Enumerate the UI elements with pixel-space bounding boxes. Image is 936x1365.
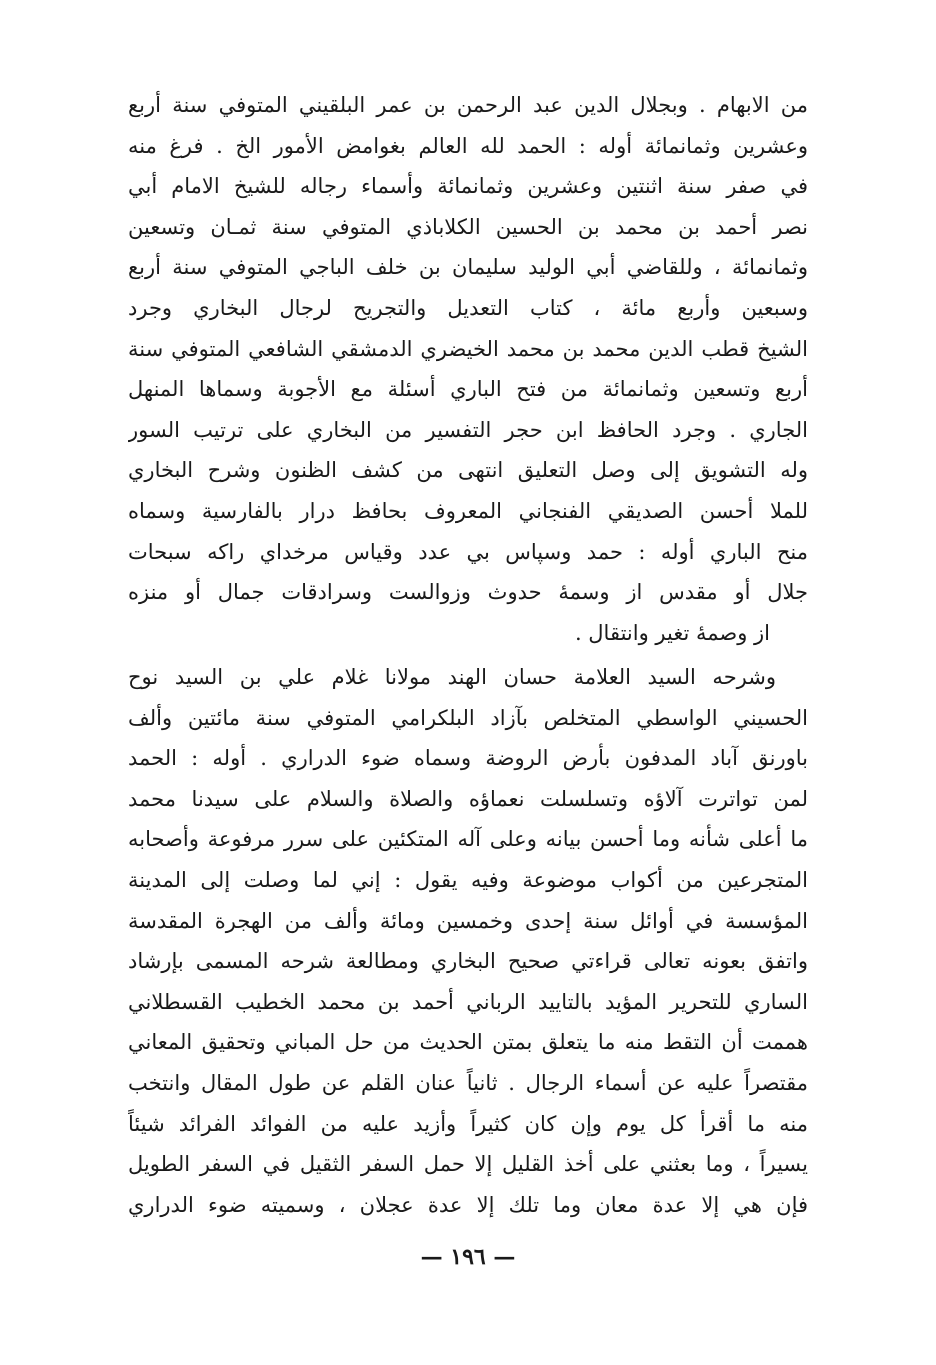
text-line: وعشرين وثمانمائة أوله : الحمد لله العالم بغوامض الأمور الخ . فرغ منه <box>128 133 808 158</box>
text-line: جلال أو مقدس از وسمهٔ حدوث وزوالست وسرادقات جمال أو منزه <box>128 580 808 605</box>
text-line: المؤسسة في أوائل سنة إحدى وخمسين ومائة وألف من الهجرة المقدسة <box>128 908 808 933</box>
text-line: مقتصراً عليه عن أسماء الرجال . ثانياً عنان القلم عن طول المقال وانتخب <box>128 1070 808 1095</box>
text-line: الجاري . وجرد الحافظ ابن حجر التفسير من البخاري على ترتيب السور <box>128 417 808 442</box>
text-line: وشرحه السيد العلامة حسان الهند مولانا غلام علي بن السيد نوح <box>128 665 776 689</box>
text-line: منح الباري أوله : حمد وسپاس بي عدد وقياس مرخداي راكه سبحات <box>128 539 808 564</box>
text-line: ما أعلى شأنه وما أحسن بيانه وعلى آله المتكئين على سرر مرفوعة وأصحابه <box>128 827 808 852</box>
text-line: أربع وتسعين وثمانمائة من فتح الباري أسئلة مع الأجوبة وسماها المنهل <box>128 377 808 402</box>
text-line: هممت أن التقط منه ما يتعلق بمتن الحديث من حل المباني وتحقيق المعاني <box>128 1030 808 1055</box>
text-line: الساري للتحرير المؤيد بالتاييد الرباني أحمد بن محمد الخطيب القسطلاني <box>128 989 808 1014</box>
text-line: الحسيني الواسطي المتخلص بآزاد البلكرامي المتوفي سنة مائتين وألف <box>128 705 808 730</box>
text-line: منه ما أقرأ كل يوم وإن كان كثيراً وأزيد عليه من الفوائد الفرائد شيئاً <box>128 1111 808 1136</box>
paragraph-2 <box>128 657 808 1225</box>
text-line: في صفر سنة اثنتين وعشرين وثمانمائة وأسماء رجاله للشيخ الامام أبي <box>128 174 808 199</box>
text-line: نصر أحمد بن محمد بن الحسين الكلاباذي المتوفي سنة ثمـان وتسعين <box>128 214 808 239</box>
text-line: وثمانمائة ، وللقاضي أبي الوليد سليمان بن خلف الباجي المتوفي سنة أربع <box>128 255 808 280</box>
text-line: از وصمهٔ تغير وانتقال . <box>574 620 770 645</box>
text-line: لمن تواترت آلاؤه وتسلسلت نعماؤه والصلاة والسلام على سيدنا محمد <box>128 786 808 811</box>
text-line: واتفق بعونه تعالى قراءتي صحيح البخاري ومطالعة شرحه المسمى بإرشاد <box>128 949 808 974</box>
text-line: وسبعين وأربع مائة ، كتاب التعديل والتجريح لرجال البخاري وجرد <box>128 295 808 320</box>
text-line: وله التشويق إلى وصل التعليق انتهى من كشف الظنون وشرح البخاري <box>128 458 808 483</box>
text-line: للملا أحسن الصديقي الفنجاني المعروف بحافظ درار بالفارسية وسماه <box>128 498 808 523</box>
text-line: يسيراً ، وما بعثني على أخذ القليل إلا حمل السفر الثقيل في السفر الطويل <box>128 1152 808 1177</box>
text-line: من الابهام . وبجلال الدين عبد الرحمن بن عمر البلقيني المتوفي سنة أربع <box>128 93 808 117</box>
page-number: — ١٩٦ — <box>420 1244 516 1270</box>
text-line: الشيخ قطب الدين محمد بن محمد الخيضري الدمشقي الشافعي المتوفي سنة <box>128 336 808 361</box>
text-line: المتجرعين من أكواب موضوعة وفيه يقول : إني لما وصلت إلى المدينة <box>128 867 808 892</box>
paragraph-1 <box>128 85 808 653</box>
text-line: فإن هي إلا عدة معان وما تلك إلا عدة عجلان ، وسميته ضوء الدراري <box>128 1192 808 1217</box>
text-line: باورنق آباد المدفون بأرض الروضة وسماه ضوء الدراري . أوله : الحمد <box>128 746 808 771</box>
